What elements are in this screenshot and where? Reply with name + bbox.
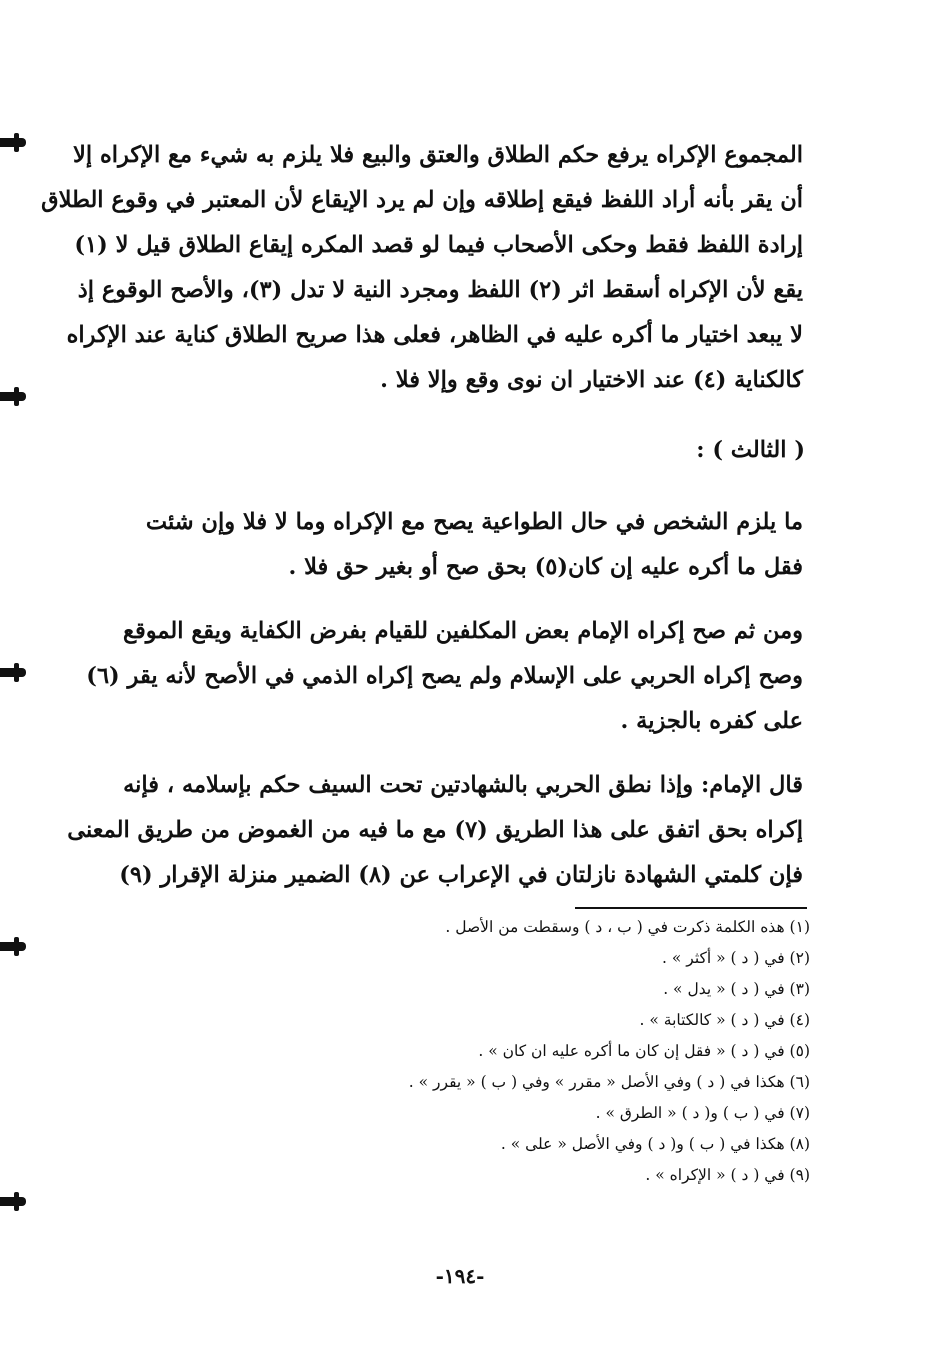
footnote: (٧) في ( ب ) و( د ) « الطرق » . [595,1104,810,1122]
footnote: (٩) في ( د ) « الإكراه » . [645,1166,810,1184]
margin-mark [0,392,26,401]
footnote: (٣) في ( د ) « يدل » . [663,980,810,998]
margin-mark [0,668,26,677]
text-line: ومن ثم صح إكراه الإمام بعض المكلفين للقيام بفرض الكفاية ويقع الموقع [123,618,803,644]
footnotes [360,912,810,1191]
footnote: (١) هذه الكلمة ذكرت في ( ب ، د ) وسقطت من الأصل . [445,918,810,936]
text-line: ما يلزم الشخص في حال الطواعية يصح مع الإكراه وما لا فلا وإن شئت [145,509,803,535]
margin-mark [0,1197,26,1206]
margin-mark [0,942,26,951]
text-line: قال الإمام: وإذا نطق الحربي بالشهادتين تحت السيف حكم بإسلامه ، فإنه [123,772,803,798]
footnote: (٤) في ( د ) « كالكتابة » . [639,1011,810,1029]
paragraph-3 [86,609,803,744]
footnote: (٦) هكذا في ( د ) وفي الأصل « مقرر » وفي ( ب ) « يقرر » . [408,1073,810,1091]
text-line: فقل ما أكره عليه إن كان(٥) بحق صح أو بغير حق فلا . [288,554,803,580]
text-line: أن يقر بأنه أراد اللفظ فيقع إطلاقه وإن لم يرد الإيقاع لأن المعتبر في وقوع الطلاق [41,187,803,213]
footnote: (٥) في ( د ) « فقل إن كان ما أكره عليه ان كان » . [478,1042,810,1060]
text-line: إكراه بحق اتفق على هذا الطريق (٧) مع ما فيه من الغموض من طريق المعنى [67,817,803,843]
footnote: (٨) هكذا في ( ب ) و( د ) وفي الأصل « على » . [500,1135,810,1153]
paragraph-2 [108,500,803,590]
margin-mark [0,138,26,147]
paragraph-1 [41,133,803,403]
text-line: يقع لأن الإكراه أسقط اثر (٢) اللفظ ومجرد النية لا تدل (٣)، والأصح الوقوع إذ [77,277,803,303]
text-line: وصح إكراه الحربي على الإسلام ولم يصح إكراه الذمي في الأصح لأنه يقر (٦) [86,663,803,689]
text-line: كالكناية (٤) عند الاختيار ان نوى وقع وإلا فلا . [380,367,803,393]
footnote-divider [575,907,807,909]
page-number: -١٩٤- [435,1264,485,1288]
text-line: لا يبعد اختيار ما أكره عليه في الظاهر، فعلى هذا صريح الطلاق كناية عند الإكراه [66,322,803,348]
text-line: إرادة اللفظ فقط وحكى الأصحاب فيما لو قصد المكره إيقاع الطلاق قيل لا (١) [74,232,803,258]
text-line: المجموع الإكراه يرفع حكم الطلاق والعتق والبيع فلا يلزم به شيء مع الإكراه إلا [73,142,803,168]
footnote: (٢) في ( د ) « أكثر » . [662,949,810,967]
text-line: فإن كلمتي الشهادة نازلتان في الإعراب عن (٨) الضمير منزلة الإقرار (٩) [119,862,803,888]
section-heading: ( الثالث ) : [696,437,805,463]
paragraph-4 [67,763,803,898]
text-line: على كفره بالجزية . [620,708,803,734]
